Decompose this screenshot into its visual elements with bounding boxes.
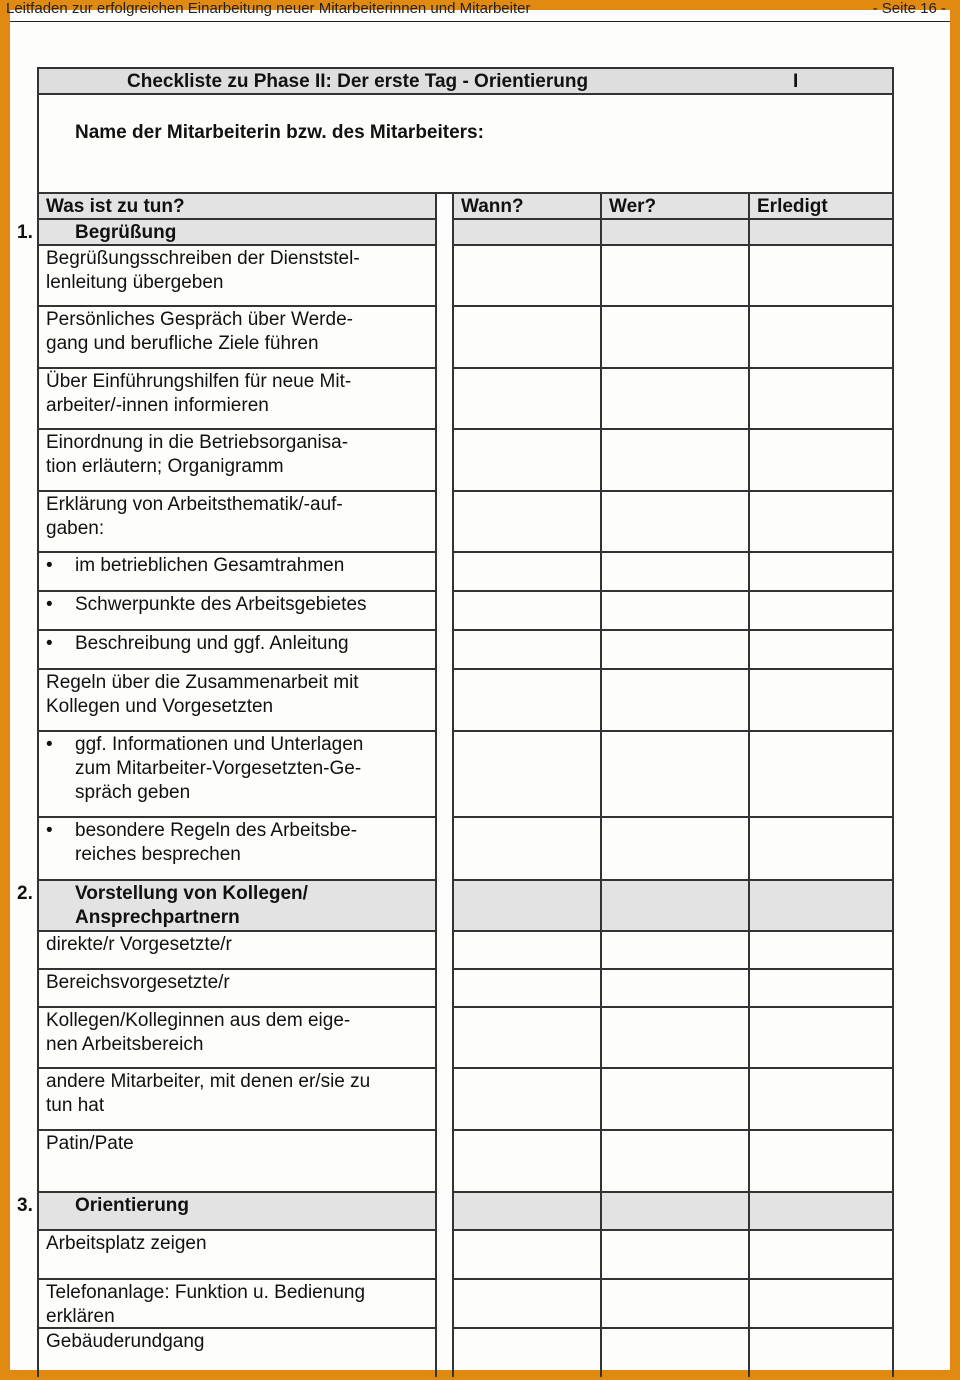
cell-who[interactable] (600, 369, 748, 428)
checklist-item-text: Bereichsvorgesetzte/r (46, 972, 230, 993)
section-number: 3. (17, 1195, 33, 1216)
cell-done[interactable] (748, 1008, 892, 1067)
cell-who (600, 881, 748, 930)
bullet-icon: • (46, 734, 53, 755)
column-header-when: Wann? (461, 196, 524, 217)
checklist-bullet-item (39, 551, 435, 590)
checklist-item-text: Begrüßungsschreiben der Dienststel- lenleitung übergeben (46, 248, 360, 293)
checklist-title-block (37, 67, 894, 194)
status-row (454, 244, 892, 305)
bullet-icon: • (46, 594, 53, 615)
cell-done[interactable] (748, 732, 892, 816)
status-row (454, 668, 892, 730)
cell-who[interactable] (600, 670, 748, 730)
running-header (6, 0, 950, 22)
running-header-title: Leitfaden zur erfolgreichen Einarbeitung neuer Mitarbeiterinnen und Mitarbeiter (6, 0, 531, 17)
checklist-item (39, 930, 435, 968)
status-row (454, 730, 892, 816)
checklist-item (39, 490, 435, 551)
section-number: 2. (17, 883, 33, 904)
cell-who[interactable] (600, 818, 748, 879)
cell-when[interactable] (454, 1231, 600, 1278)
cell-when[interactable] (454, 1131, 600, 1191)
section-number: 1. (17, 222, 33, 243)
section-title (17, 220, 435, 245)
status-row (454, 1327, 892, 1377)
cell-done[interactable] (748, 246, 892, 305)
checklist-item-text: Persönliches Gespräch über Werde- gang und berufliche Ziele führen (46, 309, 353, 354)
running-header-page: - Seite 16 - (872, 0, 946, 17)
cell-when[interactable] (454, 592, 600, 629)
cell-who[interactable] (600, 1131, 748, 1191)
section-title-text: Vorstellung von Kollegen/ Ansprechpartnern (75, 883, 308, 928)
cell-who[interactable] (600, 732, 748, 816)
bullet-icon: • (46, 633, 53, 654)
cell-done[interactable] (748, 1280, 892, 1327)
cell-done[interactable] (748, 307, 892, 367)
section-heading (17, 879, 435, 930)
cell-when[interactable] (454, 670, 600, 730)
section-title (17, 881, 435, 930)
title-mark: I (793, 71, 799, 92)
section-heading (17, 218, 435, 244)
status-row (454, 590, 892, 629)
checklist-item-text: Gebäuderundgang (46, 1331, 205, 1352)
status-row (454, 367, 892, 428)
status-row (454, 428, 892, 490)
cell-done[interactable] (748, 631, 892, 668)
cell-when[interactable] (454, 932, 600, 968)
cell-when[interactable] (454, 1008, 600, 1067)
checklist-item-text: Über Einführungshilfen für neue Mit- arbeiter/-innen informieren (46, 371, 352, 416)
bullet-icon: • (46, 820, 53, 841)
cell-who[interactable] (600, 592, 748, 629)
column-header-who: Wer? (600, 194, 748, 218)
cell-when (454, 220, 600, 244)
checklist-item-text: andere Mitarbeiter, mit denen er/sie zu tun hat (46, 1071, 371, 1116)
status-row (454, 490, 892, 551)
checklist-item-text: Kollegen/Kolleginnen aus dem eige- nen Arbeitsbereich (46, 1010, 351, 1055)
checklist-item (39, 244, 435, 305)
checklist-item (39, 968, 435, 1006)
checklist-bullet-item (39, 816, 435, 879)
cell-who[interactable] (600, 631, 748, 668)
checklist-item-text: Patin/Pate (46, 1133, 134, 1154)
bullet-icon: • (46, 555, 53, 576)
cell-who[interactable] (600, 1008, 748, 1067)
status-row (454, 1278, 892, 1327)
column-header-row (454, 192, 892, 218)
column-header-task-label: Was ist zu tun? (46, 196, 185, 217)
checklist-item (39, 1006, 435, 1067)
status-row (454, 551, 892, 590)
cell-when[interactable] (454, 1329, 600, 1377)
cell-when (454, 1193, 600, 1229)
cell-when (454, 881, 600, 930)
cell-when[interactable] (454, 430, 600, 490)
checklist-item (39, 305, 435, 367)
cell-when[interactable] (454, 307, 600, 367)
cell-who (600, 1193, 748, 1229)
status-row (454, 1006, 892, 1067)
cell-when[interactable] (454, 818, 600, 879)
status-row (454, 629, 892, 668)
cell-when[interactable] (454, 631, 600, 668)
section-heading (17, 1191, 435, 1229)
checklist-item-text: Telefonanlage: Funktion u. Bedienung erklären (46, 1282, 366, 1327)
cell-who[interactable] (600, 932, 748, 968)
status-row (454, 1067, 892, 1129)
checklist-item (39, 1229, 435, 1278)
status-row (454, 879, 892, 930)
checklist-bullet-item (39, 590, 435, 629)
checklist-item-text: Regeln über die Zusammenarbeit mit Kollegen und Vorgesetzten (46, 672, 359, 717)
cell-done[interactable] (748, 1329, 892, 1377)
checklist-item (39, 668, 435, 730)
cell-done[interactable] (748, 1131, 892, 1191)
cell-when[interactable] (454, 553, 600, 590)
cell-done[interactable] (748, 369, 892, 428)
checklist-title: Checkliste zu Phase II: Der erste Tag - Orientierung (127, 71, 589, 92)
cell-who[interactable] (600, 553, 748, 590)
checklist-item (39, 428, 435, 490)
cell-who (600, 220, 748, 244)
checklist-item (39, 1278, 435, 1327)
status-row (454, 1129, 892, 1191)
status-row (454, 930, 892, 968)
status-row (454, 218, 892, 244)
cell-who[interactable] (600, 1280, 748, 1327)
checklist-item-text: direkte/r Vorgesetzte/r (46, 934, 232, 955)
cell-done[interactable] (748, 592, 892, 629)
status-row (454, 816, 892, 879)
cell-when[interactable] (454, 1280, 600, 1327)
checklist-item-text: im betrieblichen Gesamtrahmen (75, 555, 345, 576)
status-row (454, 968, 892, 1006)
cell-done[interactable] (748, 970, 892, 1006)
checklist-item (39, 367, 435, 428)
cell-who[interactable] (600, 307, 748, 367)
cell-when[interactable] (454, 492, 600, 551)
cell-done[interactable] (748, 670, 892, 730)
cell-done[interactable] (748, 492, 892, 551)
cell-who[interactable] (600, 246, 748, 305)
status-row (454, 305, 892, 367)
cell-done[interactable] (748, 1069, 892, 1129)
checklist-bullet-item (39, 730, 435, 816)
section-title (17, 1193, 435, 1218)
cell-done (748, 881, 892, 930)
checklist-item-text: Arbeitsplatz zeigen (46, 1233, 207, 1254)
section-title-text: Begrüßung (75, 222, 177, 243)
title-bar (39, 69, 892, 95)
status-row (454, 1229, 892, 1278)
cell-done[interactable] (748, 1231, 892, 1278)
checklist-item-text: ggf. Informationen und Unterlagen zum Mitarbeiter-Vorgesetzten-Ge- spräch geben (75, 734, 364, 803)
checklist-item (39, 1067, 435, 1129)
cell-when[interactable] (454, 246, 600, 305)
checklist-item (39, 1327, 435, 1377)
cell-done[interactable] (748, 553, 892, 590)
cell-when[interactable] (454, 1069, 600, 1129)
task-column (17, 192, 437, 1377)
cell-who[interactable] (600, 1329, 748, 1377)
checklist-item-text: Erklärung von Arbeitsthematik/-auf- gaben: (46, 494, 343, 539)
column-header-task (39, 192, 435, 218)
status-columns (452, 192, 894, 1377)
status-row (454, 1191, 892, 1229)
cell-done (748, 220, 892, 244)
column-header-done: Erledigt (748, 194, 892, 218)
checklist-item-text: Einordnung in die Betriebsorganisa- tion erläutern; Organigramm (46, 432, 349, 477)
cell-who[interactable] (600, 970, 748, 1006)
checklist-item-text: Schwerpunkte des Arbeitsgebietes (75, 594, 367, 615)
document-page (6, 0, 950, 1370)
cell-when[interactable] (454, 369, 600, 428)
checklist-item-text: Beschreibung und ggf. Anleitung (75, 633, 349, 654)
employee-name-label: Name der Mitarbeiterin bzw. des Mitarbeiters: (75, 122, 484, 143)
cell-when[interactable] (454, 732, 600, 816)
cell-who[interactable] (600, 430, 748, 490)
checklist-item-text: besondere Regeln des Arbeitsbe- reiches besprechen (75, 820, 358, 865)
cell-done[interactable] (748, 818, 892, 879)
checklist-bullet-item (39, 629, 435, 668)
cell-who[interactable] (600, 492, 748, 551)
cell-when[interactable] (454, 970, 600, 1006)
checklist-item (39, 1129, 435, 1191)
cell-who[interactable] (600, 1231, 748, 1278)
cell-done[interactable] (748, 932, 892, 968)
cell-done (748, 1193, 892, 1229)
cell-who[interactable] (600, 1069, 748, 1129)
cell-done[interactable] (748, 430, 892, 490)
section-title-text: Orientierung (75, 1195, 190, 1216)
